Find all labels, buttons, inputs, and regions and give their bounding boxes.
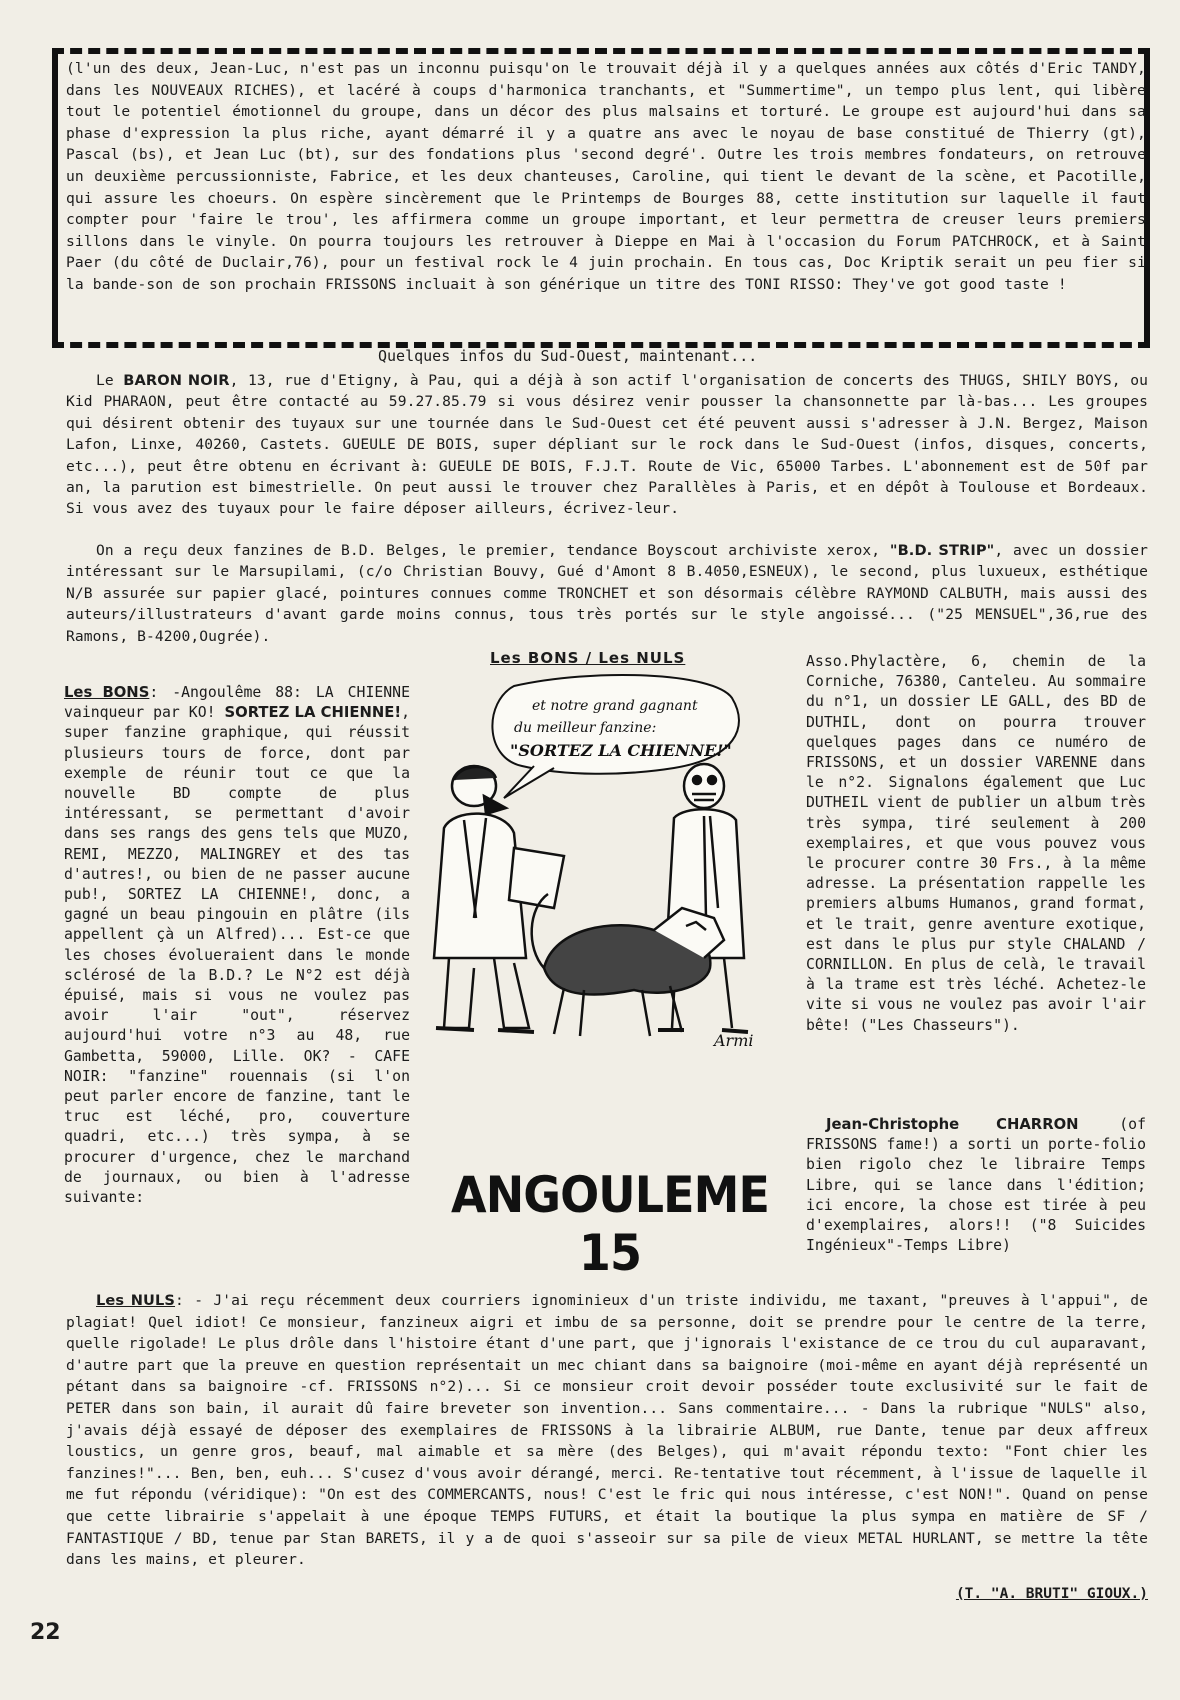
bons-label: Les BONS [64, 684, 150, 701]
nuls-label: Les NULS [96, 1292, 176, 1309]
para2-rest: , avec un dossier intéressant sur le Marsupilami, (c/o Christian Bouvy, Gué d'Amont 8 B.4050,ESNEUX), le second, plus luxueux, esthétique N/B assurée sur papier glacé, pointures connues comme TRONCHET et son désormais célèbre RAYMOND CALBUTH, mais aussi des auteurs/illustrateurs d'avant garde moins connus, tous très portés sur le style angoissé... ("25 MENSUEL",36,rue des Ramons, B-4200,Ougrée). [66, 542, 1148, 645]
para2-lead: On a reçu deux fanzines de B.D. Belges, le premier, tendance Boyscout archiviste xerox, [96, 542, 890, 559]
nuls-paragraph [66, 1290, 1148, 1571]
artist-signature: Armi [714, 1031, 754, 1050]
author-signature: (T. "A. BRUTI" GIOUX.) [955, 1586, 1148, 1602]
speech-line-3: "SORTEZ LA CHIENNE!" [510, 741, 732, 760]
charron-paragraph [806, 1115, 1146, 1256]
baron-noir-name: BARON NOIR [123, 372, 230, 389]
speech-line-1: et notre grand gagnant [532, 698, 698, 714]
bd-belges-paragraph [66, 540, 1148, 647]
announcer-figure [434, 766, 564, 1032]
right-column-text: Asso.Phylactère, 6, chemin de la Corniche, 76380, Canteleu. Au sommaire du n°1, un dossier LE GALL, des BD de DUTHIL, dont on pourra trouver quelques pages dans ce numéro de FRISSONS, et un dossier VARENNE dans le n°2. Signalons également que Luc DUTHEIL vient de publier un album très très sympa, tiré seulement à 200 exemplaires, et que vous pouvez vous le procurer contre 30 Frs., à la même adresse. La présentation rappelle les premiers albums Humanos, grand format, et le trait, genre aventure exotique, est dans le plus pur style CHALAND / CORNILLON. En plus de celà, le travail à la trame est très léché. Achetez-le vite si vous ne voulez pas avoir l'air bête! ("Les Chasseurs"). [806, 653, 1146, 1034]
bons-rest: , super fanzine graphique, qui réussit plusieurs tours de force, dont par exemple de réunir tout ce que la nouvelle BD compte de plus intéressant, se permettant d'avoir dans ses rangs des gens tels que MUZO, REMI, MEZZO, MALINGREY et des tas d'autres!, ou bien de ne passer aucune pub!, SORTEZ LA CHIENNE!, donc, a gagné un beau pingouin en plâtre (ils appellent çà un Alfred)... Est-ce que les choses évolueraient dans le monde sclérosé de la B.D.? Le N°2 est déjà épuisé, mais si vous ne voulez pas avoir l'air "out", réservez aujourd'hui votre n°3 au 48, rue Gambetta, 59000, Lille. OK? - CAFE NOIR: "fanzine" rouennais (si l'on peut parler encore de fanzine, tant le truc est léché, pro, couverture quadri, etc...) très sympa, à se procurer d'urgence, chez le marchand de journaux, ou bien à l'adresse suivante: [64, 704, 410, 1207]
charron-rest: (of FRISSONS fame!) a sorti un porte-folio bien rigolo chez le libraire Temps Libre, qui se lance dans l'édition; ici encore, la chose est tirée à peu d'exemplaires, alors!! ("8 Suicides Ingénieux"-Temps Libre) [806, 1116, 1146, 1255]
sortez-la-chienne-name: SORTEZ LA CHIENNE! [224, 704, 402, 722]
nuls-text: : - J'ai reçu récemment deux courriers ignominieux d'un triste individu, me taxant, "preuves à l'appui", de plagiat! Quel idiot! Ce monsieur, fanzineux aigri et imbu de sa personne, doit se prendre pour le centre de la terre, quelle rigolade! Le plus drôle dans l'histoire étant d'une part, que j'ignorais l'existance de ce trou du cul auparavant, d'autre part que la preuve en question représentait un mec chiant dans sa baignoire (moi-même en ayant déjà représenté un pétant dans sa baignoire -cf. FRISSONS n°2)... Si ce monsieur croit devoir posséder toute exclusivité sur le fait de PETER dans son bain, il aurait dû faire breveter son invention... Sans commentaire... - Dans la rubrique "NULS" also, j'avais déjà essayé de déposer des exemplaires de FRISSONS à la librairie ALBUM, rue Dante, tenue par deux affreux loustics, un genre gros, beauf, mal aimable et sa mère (des Belges), qui m'avait répondu texto: "Font chier les fanzines!"... Ben, ben, euh... S'cusez d'vous avoir dérangé, merci. Re-tentative tout récemment, à l'issue de laquelle il me fut répondu (véridique): "On est des COMMERCANTS, nous! C'est le fric qui nous intéresse, c'est NON!". Quand on pense que cette librairie s'appelait à une époque TEMPS FUTURS, et était la boutique la plus sympa en matière de SF / FANTASTIQUE / BD, tenue par Stan BARETS, il y a de quoi s'asseoir sur sa pile de vieux METAL HURLANT, se mettre la tête dans les mains, et pleurer. [66, 1292, 1148, 1569]
dog-figure [532, 894, 724, 1036]
baron-noir-paragraph [66, 370, 1148, 520]
charron-name: Jean-Christophe CHARRON [826, 1116, 1079, 1133]
bons-lead: : -Angoulême 88: LA CHIENNE vainqueur par KO! [64, 684, 411, 722]
bons-nuls-subheading: Les BONS / Les NULS [490, 649, 686, 667]
infos-sud-ouest-heading: Quelques infos du Sud-Ouest, maintenant... [378, 347, 758, 365]
page-number: 22 [30, 1620, 61, 1645]
intro-box-text [66, 58, 1146, 296]
angouleme-title: ANGOULEME 15 [451, 1166, 769, 1282]
para1-rest: , 13, rue d'Etigny, à Pau, qui a déjà à son actif l'organisation de concerts des THUGS, SHILY BOYS, ou Kid PHARAON, peut être contacté au 59.27.85.79 si vous désirez venir pousser la chansonnette par là-bas... Les groupes qui désirent obtenir des tuyaux sur une tournée dans le Sud-Ouest cet été peuvent aussi s'adresser à J.N. Bergez, Maison Lafon, Linxe, 40260, Castets. GUEULE DE BOIS, super dépliant sur le rock dans le Sud-Ouest (infos, disques, concerts, etc...), peut être obtenu en écrivant à: GUEULE DE BOIS, F.J.T. Route de Vic, 65000 Tarbes. L'abonnement est de 50f par an, la parution est bimestrielle. On peut aussi le trouver chez Parallèles à Paris, et en dépôt à Toulouse et Bordeaux. Si vous avez des tuyaux pour le faire déposer ailleurs, écrivez-leur. [66, 372, 1148, 518]
cartoon-illustration [414, 668, 794, 1108]
intro-paragraph: (l'un des deux, Jean-Luc, n'est pas un inconnu puisqu'on le trouvait déjà il y a quelques années aux côtés d'Eric TANDY, dans les NOUVEAUX RICHES), et lacéré à coups d'harmonica tranchants, et "Summertime", un tempo plus lent, qui libère tout le potentiel émotionnel du groupe, dans un décor des plus malsains et torturé. Le groupe est aujourd'hui dans sa phase d'expression la plus riche, ayant démarré il y a quatre ans avec le noyau de base constitué de Thierry (gt), Pascal (bs), et Jean Luc (bt), sur des fondations plus 'second degré'. Outre les trois membres fondateurs, on retrouve un deuxième percussionniste, Fabrice, et les deux chanteuses, Caroline, qui tient le devant de la scène, et Pacotille, qui assure les choeurs. On espère sincèrement que le Printemps de Bourges 88, cette institution sur laquelle il faut compter pour 'faire le trou', les affirmera comme un groupe important, et leur permettra de creuser leurs premiers sillons dans le vinyle. On pourra toujours les retrouver à Dieppe en Mai à l'occasion du Forum PATCHROCK, et à Saint Paer (du côté de Duclair,76), pour un festival rock le 4 juin prochain. En tous cas, Doc Kriptik serait un peu fier si la bande-son de son prochain FRISSONS incluait à son générique un titre des TONI RISSO: They've got good taste ! [66, 60, 1146, 293]
bons-column [64, 683, 410, 1208]
bd-strip-name: "B.D. STRIP" [889, 542, 995, 559]
para1-lead: Le [96, 372, 124, 389]
speech-line-2: du meilleur fanzine: [514, 720, 657, 736]
